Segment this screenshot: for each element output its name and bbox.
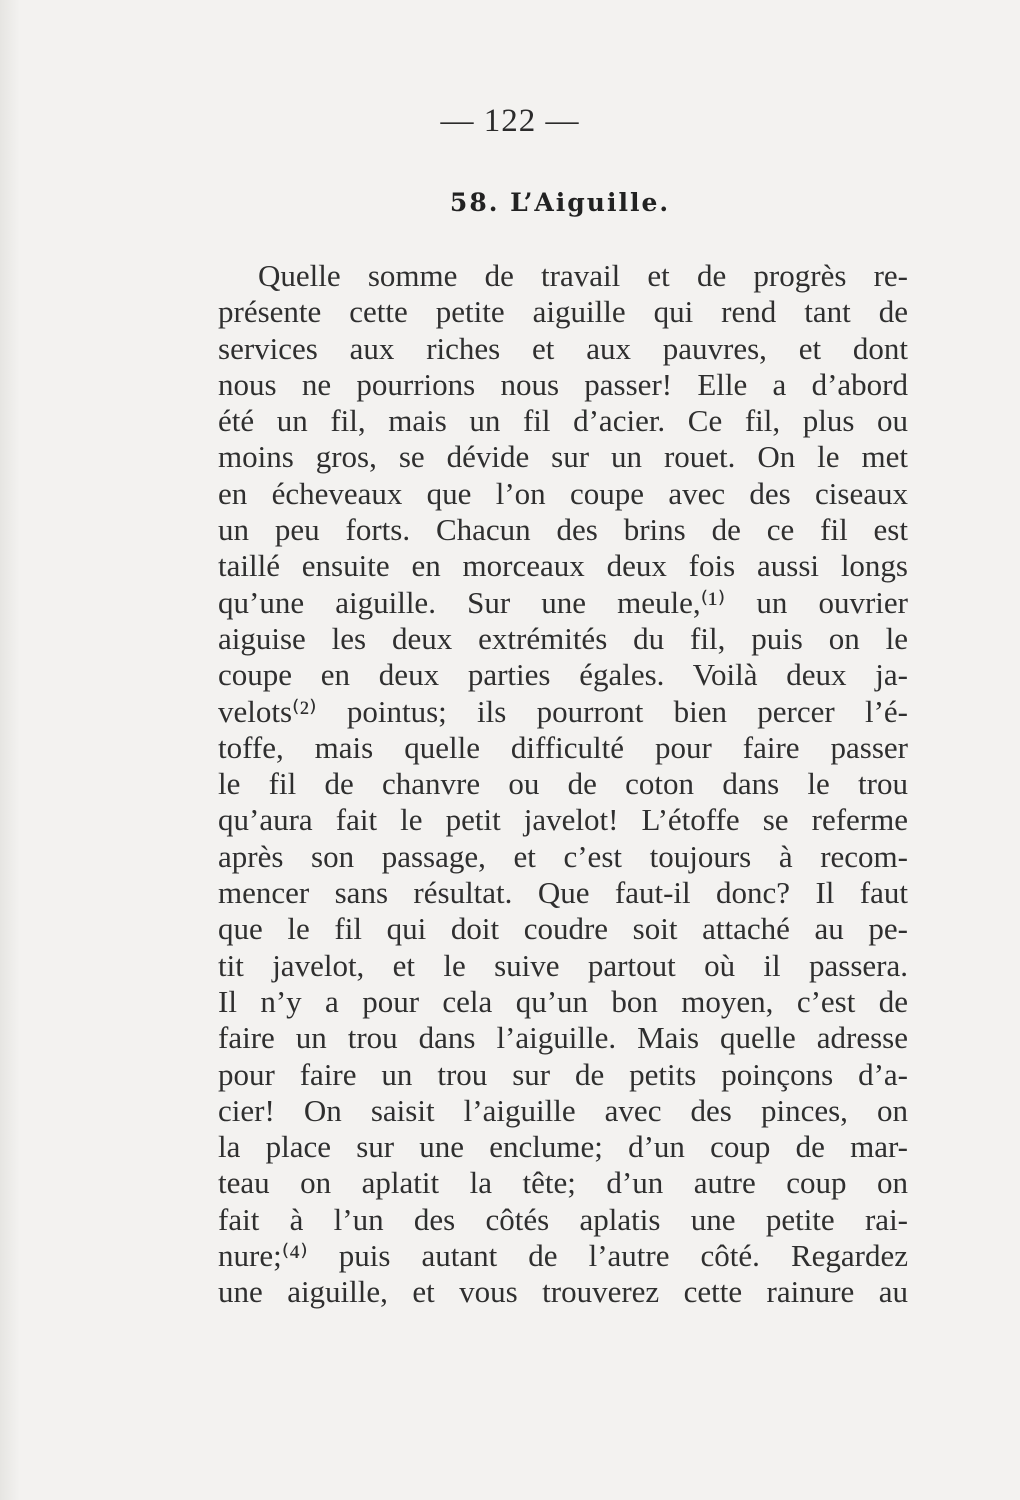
text-line: moins gros, se dévide sur un rouet. On le met (218, 439, 908, 475)
text-line: la place sur une enclume; d’un coup de mar- (218, 1129, 908, 1165)
text-line: Quelle somme de travail et de progrès re- (258, 258, 908, 293)
text-line: que le fil qui doit coudre soit attaché au pe- (218, 911, 908, 947)
text-line: en écheveaux que l’on coupe avec des ciseaux (218, 475, 908, 511)
text-line: toffe, mais quelle difficulté pour faire passer (218, 729, 908, 765)
text-line: pour faire un trou sur de petits poinçons d’a- (218, 1056, 908, 1092)
text-line: taillé ensuite en morceaux deux fois aussi longs (218, 548, 908, 584)
text-line: mencer sans résultat. Que faut-il donc? Il faut (218, 875, 908, 911)
text-line: le fil de chanvre ou de coton dans le trou (218, 766, 908, 802)
text-line: après son passage, et c’est toujours à recom- (218, 838, 908, 874)
text-line: faire un trou dans l’aiguille. Mais quelle adresse (218, 1020, 908, 1056)
text-line: qu’aura fait le petit javelot! L’étoffe se referme (218, 802, 908, 838)
text-line: teau on aplatit la tête; d’un autre coup on (218, 1165, 908, 1201)
text-line: aiguise les deux extrémités du fil, puis on le (218, 620, 908, 656)
text-line: coupe en deux parties égales. Voilà deux ja- (218, 657, 908, 693)
body-text (218, 258, 908, 1311)
text-line: tit javelot, et le suive partout où il passera. (218, 947, 908, 983)
text-line: été un fil, mais un fil d’acier. Ce fil, plus ou (218, 403, 908, 439)
text-line: nure;⁽⁴⁾ puis autant de l’autre côté. Regardez (218, 1238, 908, 1274)
text-line: velots⁽²⁾ pointus; ils pourront bien percer l’é- (218, 693, 908, 729)
text-line: présente cette petite aiguille qui rend tant de (218, 294, 908, 330)
text-line: Il n’y a pour cela qu’un bon moyen, c’est de (218, 983, 908, 1019)
text-line: cier! On saisit l’aiguille avec des pinces, on (218, 1092, 908, 1128)
text-line: fait à l’un des côtés aplatis une petite rai- (218, 1201, 908, 1237)
text-line: nous ne pourrions nous passer! Elle a d’abord (218, 366, 908, 402)
text-line: services aux riches et aux pauvres, et dont (218, 330, 908, 366)
text-line: une aiguille, et vous trouverez cette rainure au (218, 1274, 908, 1310)
page-gutter-shadow (0, 0, 20, 1500)
page-number: — 122 — (440, 103, 580, 139)
text-line: qu’une aiguille. Sur une meule,⁽¹⁾ un ouvrier (218, 584, 908, 620)
text-line: un peu forts. Chacun des brins de ce fil est (218, 512, 908, 548)
section-title: 58. L’Aiguille. (449, 188, 671, 217)
